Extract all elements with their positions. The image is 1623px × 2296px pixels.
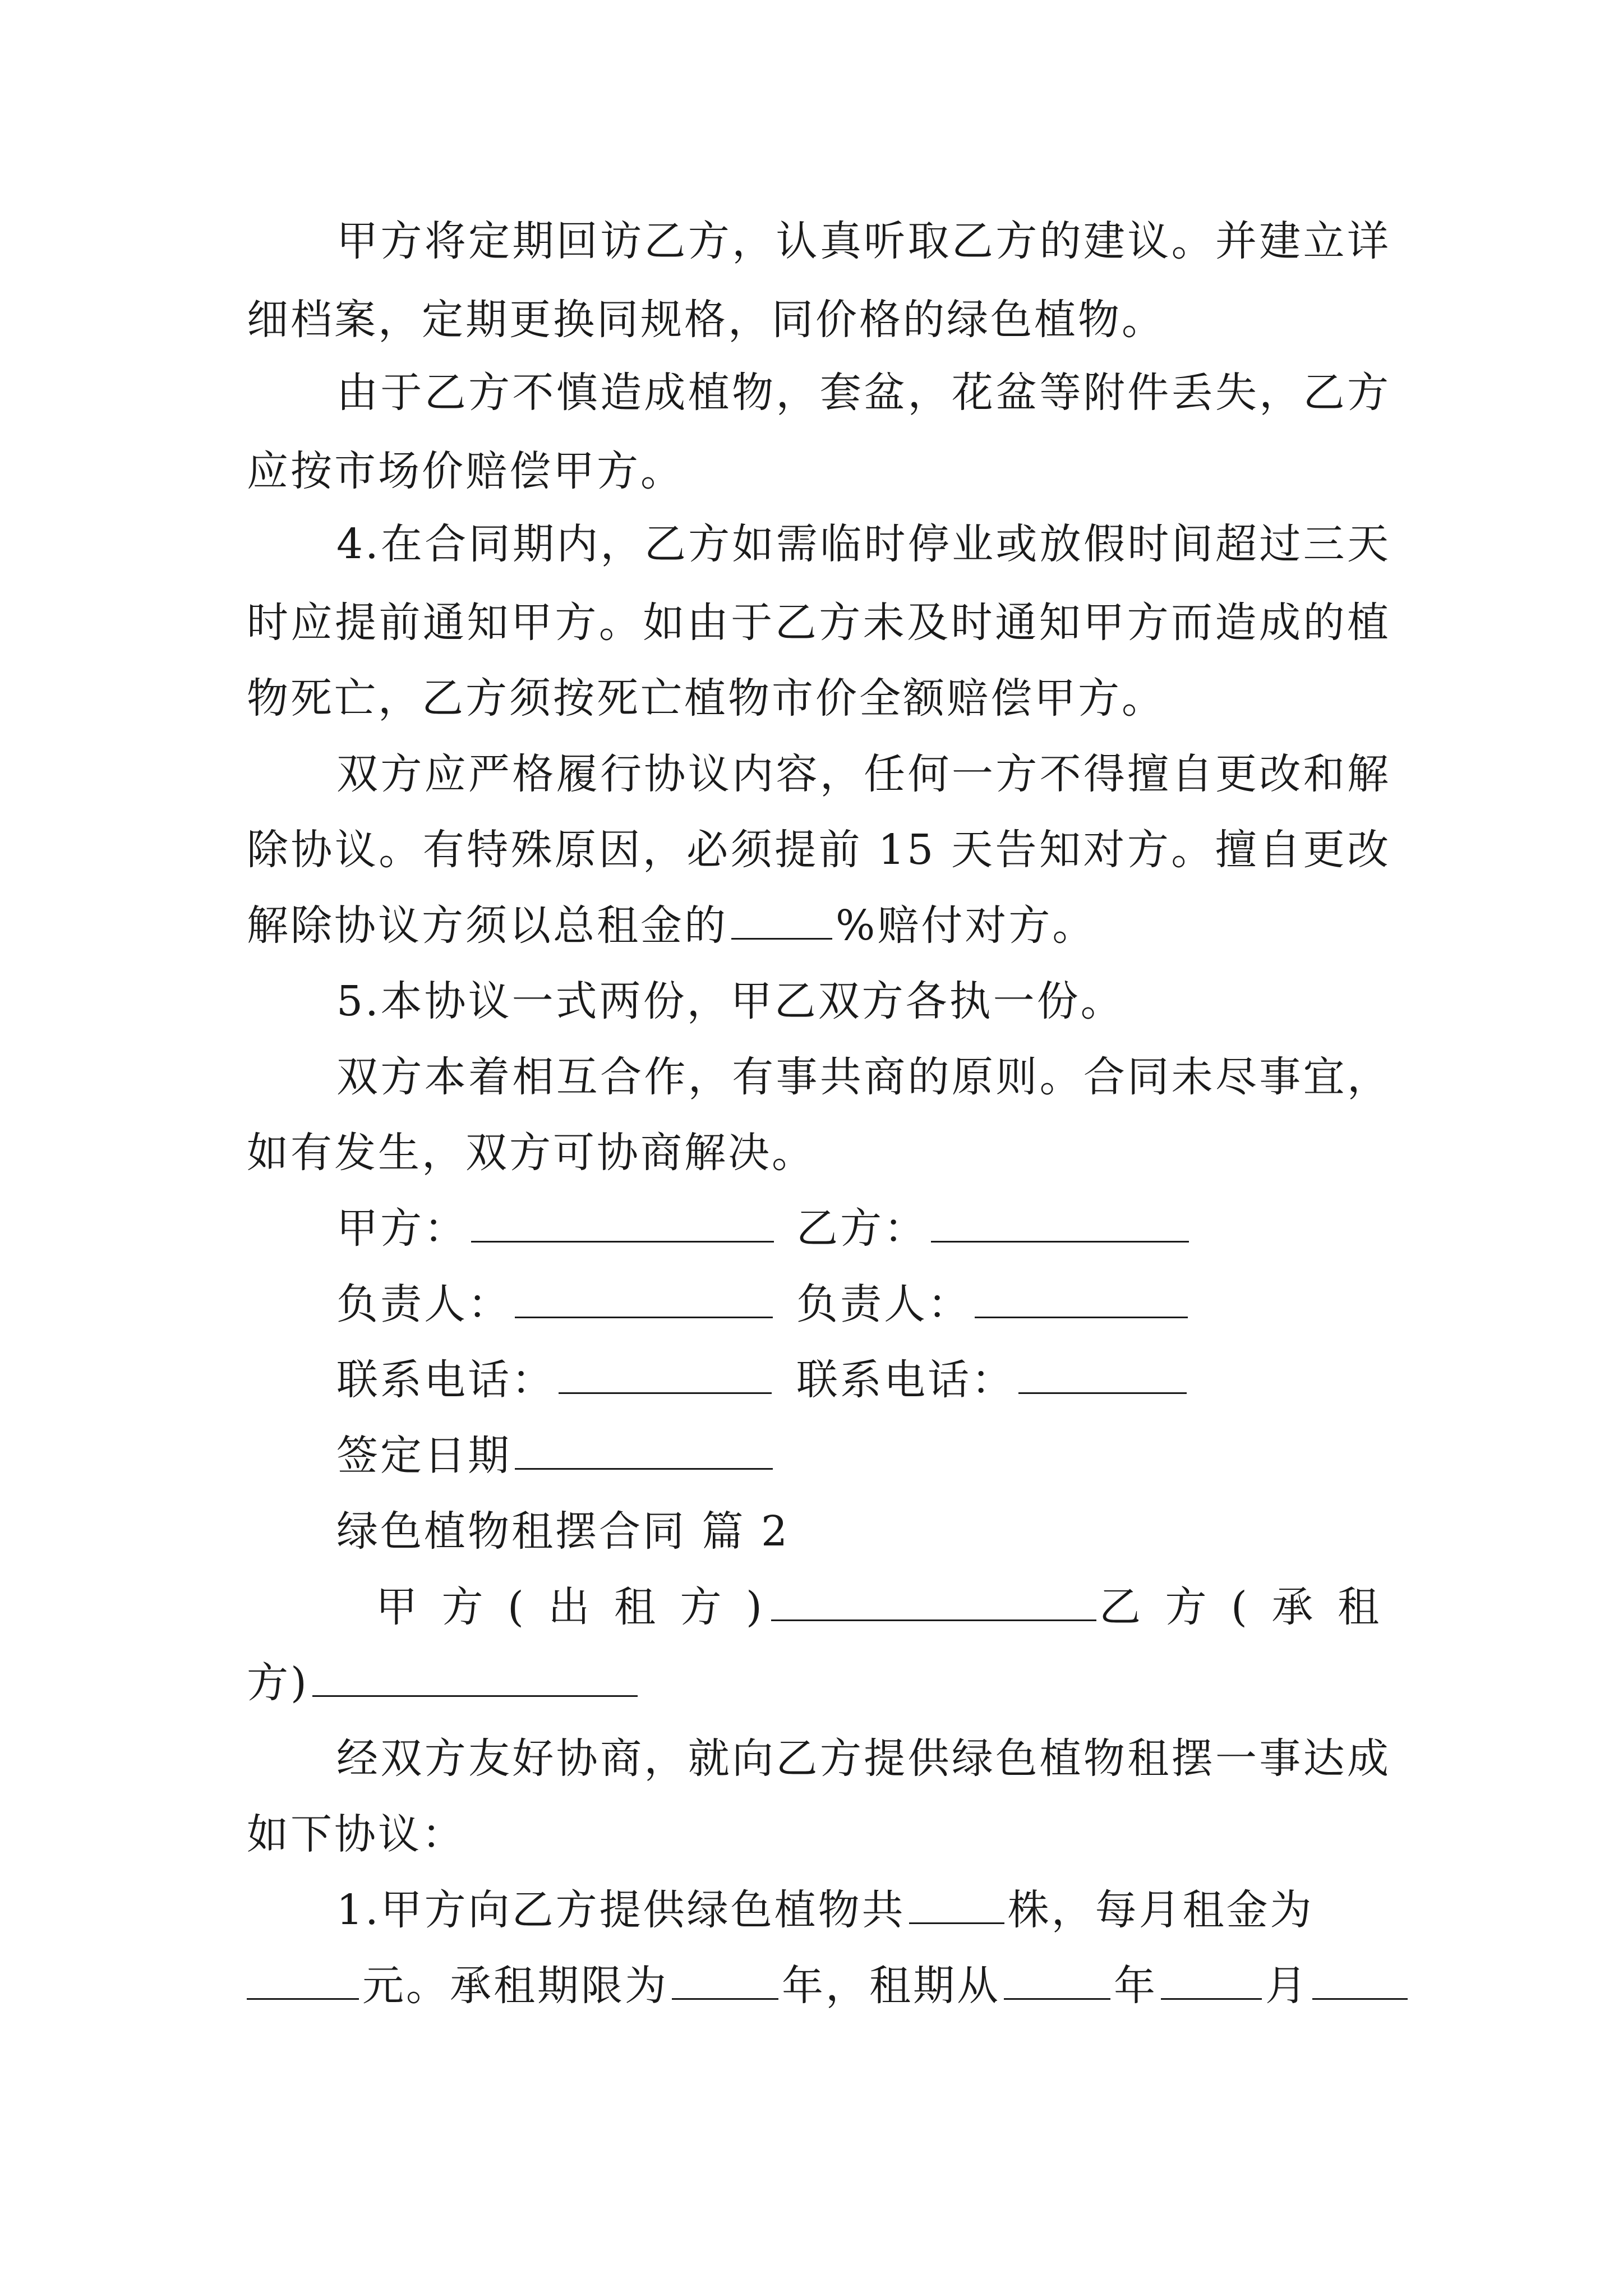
signature-person-b	[796, 1276, 1191, 1332]
paragraph-line: 如下协议：	[247, 1810, 465, 1858]
party-lessee-line	[247, 1655, 1391, 1711]
blank-field[interactable]	[909, 1883, 1004, 1924]
blank-field[interactable]	[515, 1277, 773, 1318]
blank-field[interactable]	[731, 899, 832, 940]
party-label: 甲 方 ( 出 租 方 )	[376, 1583, 768, 1631]
blank-field[interactable]	[1161, 1959, 1262, 2000]
signature-label: 负责人：	[336, 1280, 511, 1328]
paragraph-line: 物死亡，乙方须按死亡植物市价全额赔偿甲方。	[247, 674, 1165, 723]
signature-person-a	[336, 1276, 776, 1332]
paragraph-line: 细档案，定期更换同规格，同价格的绿色植物。	[247, 296, 1165, 344]
paragraph-line: 除协议。有特殊原因，必须提前 15 天告知对方。擅自更改	[247, 826, 1391, 874]
blank-field[interactable]	[471, 1202, 774, 1243]
signature-party-a	[336, 1200, 777, 1257]
blank-field[interactable]	[559, 1353, 772, 1394]
paragraph-line: 应按市场价赔偿甲方。	[247, 447, 684, 495]
item-text: 株，每月租金为	[1007, 1886, 1314, 1934]
party-lessee-label: 乙 方 ( 承 租	[1099, 1583, 1385, 1631]
blank-field[interactable]	[672, 1959, 778, 2000]
signature-label: 甲方：	[336, 1204, 468, 1253]
signature-label: 乙方：	[796, 1204, 928, 1253]
signature-date	[336, 1428, 776, 1484]
signature-party-b	[796, 1200, 1192, 1257]
paragraph-line: 双方本着相互合作，有事共商的原则。合同未尽事宜，	[336, 1053, 1391, 1101]
paragraph-line: 由于乙方不慎造成植物，套盆，花盆等附件丢失，乙方	[336, 369, 1391, 417]
item-text: 1.甲方向乙方提供绿色植物共	[336, 1886, 906, 1934]
signature-label: 联系电话：	[336, 1356, 555, 1404]
signature-label: 负责人：	[796, 1280, 971, 1328]
paragraph-text: %赔付对方。	[836, 901, 1096, 950]
item-text: 年	[1114, 1962, 1158, 2010]
signature-phone-b	[796, 1352, 1190, 1408]
blank-field[interactable]	[1018, 1353, 1187, 1394]
blank-field[interactable]	[1312, 1959, 1408, 2000]
paragraph-line: 5.本协议一式两份，甲乙双方各执一份。	[336, 977, 1124, 1025]
agreement-item-line	[336, 1882, 1481, 1938]
blank-field[interactable]	[312, 1656, 638, 1697]
blank-field[interactable]	[247, 1959, 359, 2000]
item-text: 元。承租期限为	[362, 1962, 668, 2010]
party-label: 方)	[247, 1659, 309, 1707]
item-text: 年，租期从	[782, 1962, 1000, 2010]
paragraph-line	[247, 898, 1391, 954]
signature-label: 签定日期	[336, 1432, 511, 1480]
agreement-item-line	[247, 1958, 1391, 2014]
item-text: 月	[1265, 1962, 1309, 2010]
paragraph-line: 甲方将定期回访乙方，认真听取乙方的建议。并建立详	[336, 217, 1391, 265]
blank-field[interactable]	[771, 1580, 1096, 1621]
paragraph-line: 4.在合同期内，乙方如需临时停业或放假时间超过三天	[336, 520, 1391, 568]
blank-field[interactable]	[975, 1277, 1188, 1318]
signature-phone-a	[336, 1352, 775, 1408]
paragraph-line: 如有发生，双方可协商解决。	[247, 1129, 815, 1177]
blank-field[interactable]	[515, 1429, 773, 1470]
paragraph-text: 解除协议方须以总租金的	[247, 901, 728, 950]
party-lessor-line	[376, 1579, 1100, 1635]
signature-label: 联系电话：	[796, 1356, 1015, 1404]
section-title: 绿色植物租摆合同 篇 2	[336, 1507, 790, 1556]
paragraph-line: 时应提前通知甲方。如由于乙方未及时通知甲方而造成的植	[247, 599, 1391, 647]
paragraph-line: 经双方友好协商，就向乙方提供绿色植物租摆一事达成	[336, 1734, 1391, 1783]
paragraph-line: 双方应严格履行协议内容，任何一方不得擅自更改和解	[336, 750, 1391, 798]
blank-field[interactable]	[1004, 1959, 1110, 2000]
blank-field[interactable]	[931, 1202, 1189, 1243]
